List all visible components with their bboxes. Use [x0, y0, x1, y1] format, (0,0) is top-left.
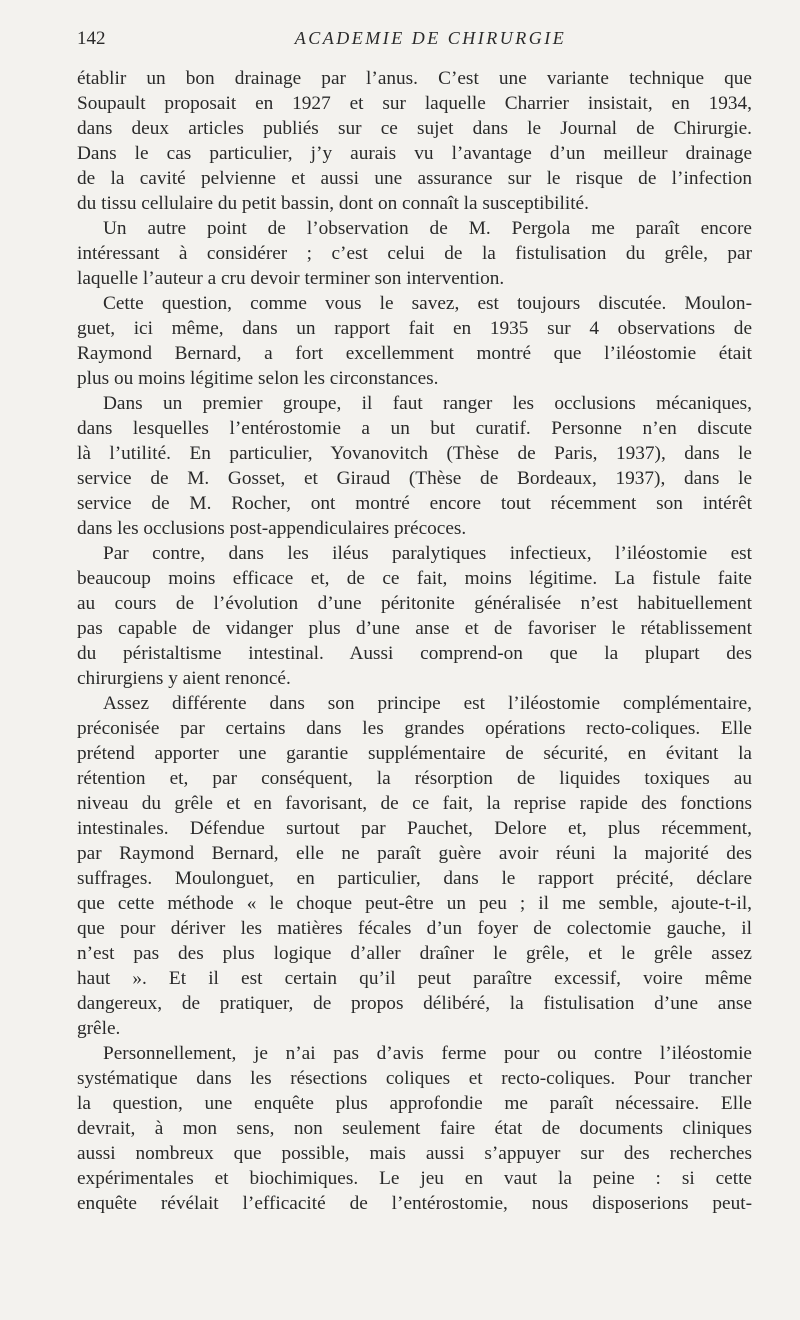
- text-line: que cette méthode « le choque peut-être un peu ; il me semble, ajoute-t-il,: [77, 893, 752, 914]
- text-line: établir un bon drainage par l’anus. C’est une variante technique que: [77, 68, 752, 89]
- page-number: 142: [77, 28, 106, 49]
- text-line: Par contre, dans les iléus paralytiques infectieux, l’iléostomie est: [103, 543, 752, 564]
- text-line: plus ou moins légitime selon les circonstances.: [77, 368, 439, 389]
- text-line: suffrages. Moulonguet, en particulier, dans le rapport précité, déclare: [77, 868, 752, 889]
- text-line: enquête révélait l’efficacité de l’entérostomie, nous disposerions peut-: [77, 1193, 752, 1214]
- text-line: la question, une enquête plus approfondie me paraît nécessaire. Elle: [77, 1093, 752, 1114]
- text-line: service de M. Gosset, et Giraud (Thèse de Bordeaux, 1937), dans le: [77, 468, 752, 489]
- text-line: chirurgiens y aient renoncé.: [77, 668, 291, 689]
- text-line: rétention et, par conséquent, la résorption de liquides toxiques au: [77, 768, 752, 789]
- text-line: du péristaltisme intestinal. Aussi comprend-on que la plupart des: [77, 643, 752, 664]
- text-line: dans deux articles publiés sur ce sujet dans le Journal de Chirurgie.: [77, 118, 752, 139]
- text-line: aussi nombreux que possible, mais aussi s’appuyer sur des recherches: [77, 1143, 752, 1164]
- text-line: Un autre point de l’observation de M. Pergola me paraît encore: [103, 218, 752, 239]
- text-line: intéressant à considérer ; c’est celui de la fistulisation du grêle, par: [77, 243, 752, 264]
- text-line: prétend apporter une garantie supplémentaire de sécurité, en évitant la: [77, 743, 752, 764]
- text-line: Cette question, comme vous le savez, est toujours discutée. Moulon-: [103, 293, 752, 314]
- page-header: [77, 28, 754, 54]
- text-line: préconisée par certains dans les grandes opérations recto-coliques. Elle: [77, 718, 752, 739]
- text-line: n’est pas des plus logique d’aller draîner le grêle, et le grêle assez: [77, 943, 752, 964]
- text-line: haut ». Et il est certain qu’il peut paraître excessif, voire même: [77, 968, 752, 989]
- text-line: service de M. Rocher, ont montré encore tout récemment son intérêt: [77, 493, 752, 514]
- text-line: là l’utilité. En particulier, Yovanovitch (Thèse de Paris, 1937), dans le: [77, 443, 752, 464]
- text-line: expérimentales et biochimiques. Le jeu en vaut la peine : si cette: [77, 1168, 752, 1189]
- text-line: systématique dans les résections coliques et recto-coliques. Pour trancher: [77, 1068, 752, 1089]
- text-line: intestinales. Défendue surtout par Pauchet, Delore et, plus récemment,: [77, 818, 752, 839]
- text-line: Assez différente dans son principe est l’iléostomie complémentaire,: [103, 693, 752, 714]
- text-line: grêle.: [77, 1018, 121, 1039]
- body-text: [77, 66, 752, 1216]
- text-line: dangereux, de pratiquer, de propos délibéré, la fistulisation d’une anse: [77, 993, 752, 1014]
- text-line: de la cavité pelvienne et aussi une assurance sur le risque de l’infection: [77, 168, 752, 189]
- text-line: Soupault proposait en 1927 et sur laquelle Charrier insistait, en 1934,: [77, 93, 752, 114]
- text-line: dans les occlusions post-appendiculaires précoces.: [77, 518, 467, 539]
- text-line: Dans un premier groupe, il faut ranger les occlusions mécaniques,: [103, 393, 752, 414]
- text-line: Dans le cas particulier, j’y aurais vu l’avantage d’un meilleur drainage: [77, 143, 752, 164]
- text-line: niveau du grêle et en favorisant, de ce fait, la reprise rapide des fonctions: [77, 793, 752, 814]
- text-line: Raymond Bernard, a fort excellemment montré que l’iléostomie était: [77, 343, 752, 364]
- text-line: laquelle l’auteur a cru devoir terminer son intervention.: [77, 268, 505, 289]
- running-head: ACADEMIE DE CHIRURGIE: [294, 28, 567, 48]
- text-line: pas capable de vidanger plus d’une anse et de favoriser le rétablissement: [77, 618, 752, 639]
- text-line: au cours de l’évolution d’une péritonite généralisée n’est habituellement: [77, 593, 752, 614]
- text-line: que pour dériver les matières fécales d’un foyer de colectomie gauche, il: [77, 918, 752, 939]
- text-line: devrait, à mon sens, non seulement faire état de documents cliniques: [77, 1118, 752, 1139]
- text-line: Personnellement, je n’ai pas d’avis ferme pour ou contre l’iléostomie: [103, 1043, 752, 1064]
- text-line: dans lesquelles l’entérostomie a un but curatif. Personne n’en discute: [77, 418, 752, 439]
- text-line: guet, ici même, dans un rapport fait en 1935 sur 4 observations de: [77, 318, 752, 339]
- text-line: beaucoup moins efficace et, de ce fait, moins légitime. La fistule faite: [77, 568, 752, 589]
- text-line: par Raymond Bernard, elle ne paraît guère avoir réuni la majorité des: [77, 843, 752, 864]
- text-line: du tissu cellulaire du petit bassin, dont on connaît la susceptibilité.: [77, 193, 589, 214]
